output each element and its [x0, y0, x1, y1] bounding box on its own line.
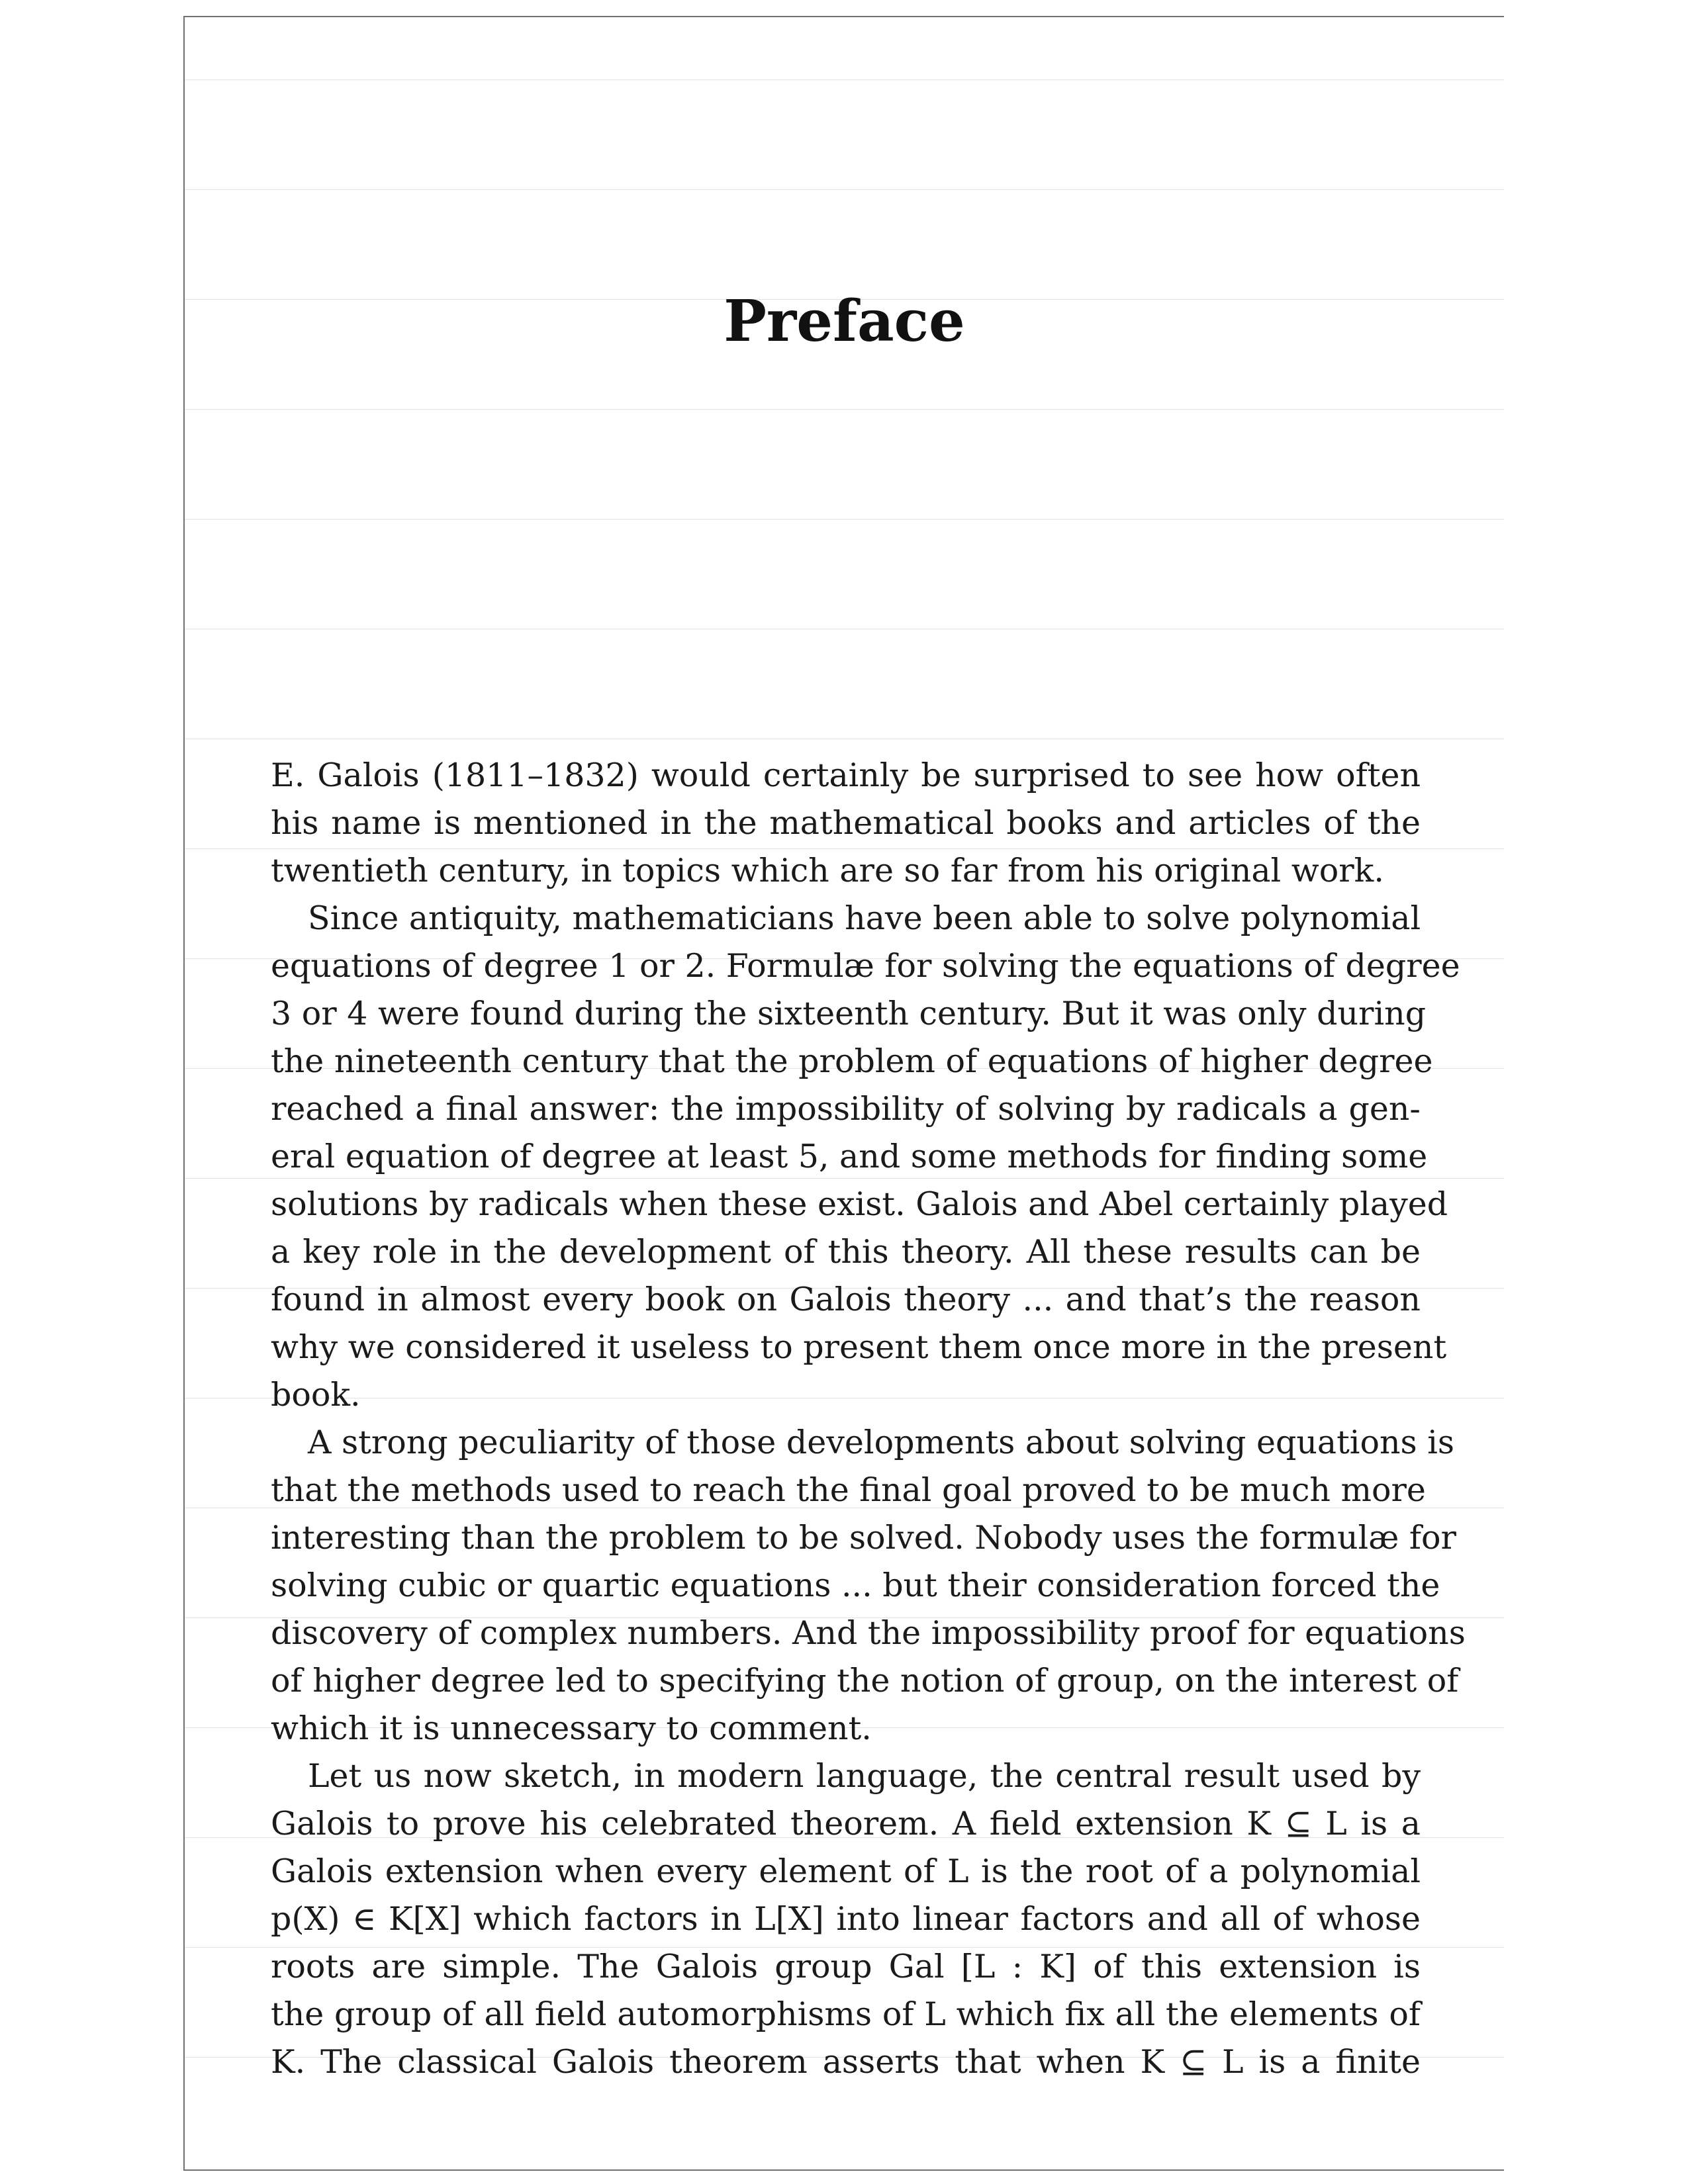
guide-line [185, 79, 1504, 80]
text-line: solutions by radicals when these exist. Galois and Abel certainly played [271, 1185, 1448, 1223]
text-line: a key role in the development of this theory. All these results can be [271, 1233, 1421, 1271]
guide-line [185, 519, 1504, 520]
text-line: reached a final answer: the impossibility of solving by radicals a gen- [271, 1090, 1421, 1128]
text-line: A strong peculiarity of those developments about solving equations is [308, 1424, 1455, 1461]
text-line: solving cubic or quartic equations ... but their consideration forced the [271, 1567, 1440, 1604]
text-line: K. The classical Galois theorem asserts that when K ⊆ L is a finite [271, 2043, 1421, 2081]
text-line: the group of all field automorphisms of L which fix all the elements of [271, 1995, 1421, 2033]
text-line: eral equation of degree at least 5, and some methods for finding some [271, 1138, 1428, 1175]
page-title: Preface [724, 287, 965, 355]
text-line: found in almost every book on Galois theory ... and that’s the reason [271, 1281, 1421, 1318]
text-line: Galois extension when every element of L is the root of a polynomial [271, 1852, 1421, 1890]
text-line: book. [271, 1376, 361, 1414]
text-line: Since antiquity, mathematicians have been able to solve polynomial [308, 899, 1421, 937]
text-line: which it is unnecessary to comment. [271, 1709, 872, 1747]
page-frame-bottom [183, 2169, 1504, 2171]
text-line: E. Galois (1811–1832) would certainly be surprised to see how often [271, 756, 1421, 794]
text-line: of higher degree led to specifying the notion of group, on the interest of [271, 1662, 1459, 1700]
text-line: twentieth century, in topics which are so far from his original work. [271, 852, 1384, 889]
text-line: Let us now sketch, in modern language, the central result used by [308, 1757, 1421, 1795]
text-line: Galois to prove his celebrated theorem. A field extension K ⊆ L is a [271, 1805, 1421, 1843]
text-line: that the methods used to reach the final goal proved to be much more [271, 1471, 1426, 1509]
text-line: 3 or 4 were found during the sixteenth century. But it was only during [271, 995, 1427, 1032]
guide-line [185, 189, 1504, 190]
text-line: interesting than the problem to be solved. Nobody uses the formulæ for [271, 1519, 1456, 1557]
text-line: roots are simple. The Galois group Gal [L : K] of this extension is [271, 1948, 1421, 1985]
page-frame-top [183, 16, 1504, 17]
text-line: his name is mentioned in the mathematical books and articles of the [271, 804, 1421, 842]
text-line: the nineteenth century that the problem of equations of higher degree [271, 1042, 1433, 1080]
text-line: discovery of complex numbers. And the impossibility proof for equations [271, 1614, 1466, 1652]
text-line: why we considered it useless to present them once more in the present [271, 1328, 1447, 1366]
guide-line [185, 409, 1504, 410]
text-line: p(X) ∈ K[X] which factors in L[X] into linear factors and all of whose [271, 1900, 1421, 1938]
text-line: equations of degree 1 or 2. Formulæ for solving the equations of degree [271, 947, 1460, 985]
